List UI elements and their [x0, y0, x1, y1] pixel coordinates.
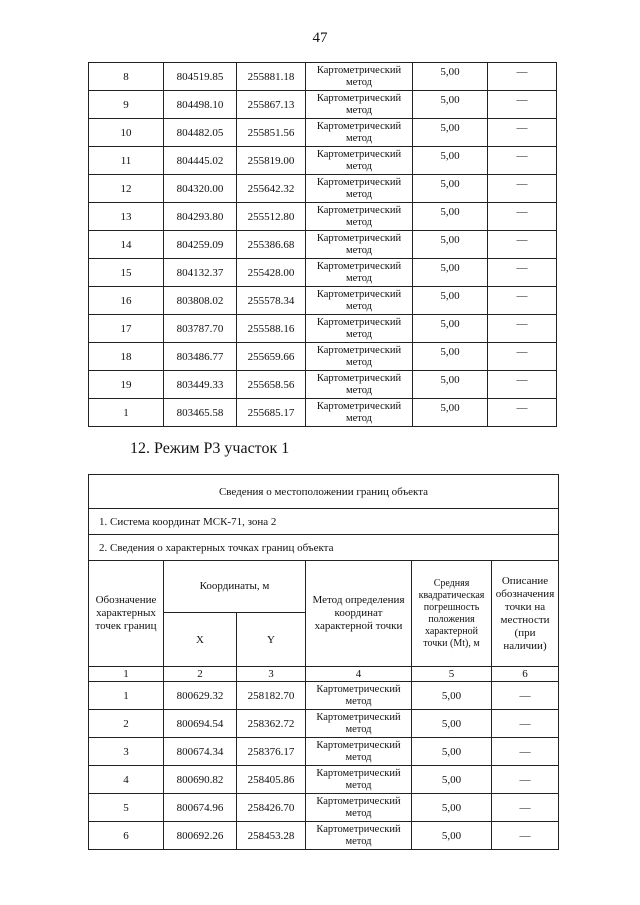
table-row: [89, 175, 557, 203]
coord-x: 803486.77: [164, 343, 237, 371]
coord-y: 255881.18: [237, 63, 306, 91]
method: Картометрический метод: [306, 147, 413, 175]
point-number: 13: [89, 203, 164, 231]
point-number: 5: [89, 794, 164, 822]
coord-y: 258405.86: [237, 766, 306, 794]
accuracy: 5,00: [413, 259, 488, 287]
description: —: [488, 259, 557, 287]
coord-x: 800694.54: [164, 710, 237, 738]
coord-x: 803787.70: [164, 315, 237, 343]
method: Картометрический метод: [306, 710, 412, 738]
point-number: 2: [89, 710, 164, 738]
method: Картометрический метод: [306, 119, 413, 147]
table-row: [89, 399, 557, 427]
boundary-info-table: [88, 474, 559, 850]
method: Картометрический метод: [306, 315, 413, 343]
coord-x: 803808.02: [164, 287, 237, 315]
table-row: [89, 315, 557, 343]
method: Картометрический метод: [306, 794, 412, 822]
coord-y: 258426.70: [237, 794, 306, 822]
table-row: [89, 63, 557, 91]
method: Картометрический метод: [306, 203, 413, 231]
header-y: Y: [237, 613, 306, 667]
description: —: [492, 822, 559, 850]
coord-y: 255428.00: [237, 259, 306, 287]
coord-y: 258362.72: [237, 710, 306, 738]
table-row: [89, 91, 557, 119]
description: —: [492, 738, 559, 766]
method: Картометрический метод: [306, 371, 413, 399]
column-number: 2: [164, 667, 237, 682]
page-number: 47: [312, 30, 328, 46]
point-number: 17: [89, 315, 164, 343]
coord-x: 804445.02: [164, 147, 237, 175]
coord-y: 258182.70: [237, 682, 306, 710]
points-heading: 2. Сведения о характерных точках границ объекта: [89, 535, 559, 561]
accuracy: 5,00: [412, 794, 492, 822]
coord-y: 255867.13: [237, 91, 306, 119]
point-number: 8: [89, 63, 164, 91]
header-designation: Обозначение характерных точек границ: [89, 561, 164, 667]
accuracy: 5,00: [413, 203, 488, 231]
point-number: 19: [89, 371, 164, 399]
description: —: [492, 794, 559, 822]
description: —: [488, 231, 557, 259]
table-row: [89, 371, 557, 399]
header-x: X: [164, 613, 237, 667]
point-number: 1: [89, 682, 164, 710]
coord-x: 800674.34: [164, 738, 237, 766]
coord-y: 258376.17: [237, 738, 306, 766]
boundary-points-table-continued: [88, 62, 557, 427]
accuracy: 5,00: [413, 399, 488, 427]
coord-x: 804320.00: [164, 175, 237, 203]
coord-y: 255588.16: [237, 315, 306, 343]
table-row: [89, 147, 557, 175]
accuracy: 5,00: [413, 343, 488, 371]
coord-y: 255819.00: [237, 147, 306, 175]
table-row: [89, 231, 557, 259]
method: Картометрический метод: [306, 259, 413, 287]
coord-y: 255659.66: [237, 343, 306, 371]
accuracy: 5,00: [413, 91, 488, 119]
coord-x: 804293.80: [164, 203, 237, 231]
accuracy: 5,00: [412, 738, 492, 766]
description: —: [488, 399, 557, 427]
table-row: [89, 203, 557, 231]
table-row: [89, 766, 559, 794]
point-number: 12: [89, 175, 164, 203]
accuracy: 5,00: [413, 371, 488, 399]
coord-x: 804132.37: [164, 259, 237, 287]
accuracy: 5,00: [412, 682, 492, 710]
accuracy: 5,00: [412, 710, 492, 738]
description: —: [492, 682, 559, 710]
description: —: [492, 766, 559, 794]
coord-y: 255658.56: [237, 371, 306, 399]
coord-x: 804498.10: [164, 91, 237, 119]
coord-y: 258453.28: [237, 822, 306, 850]
description: —: [488, 343, 557, 371]
column-number: 4: [306, 667, 412, 682]
coord-x: 804259.09: [164, 231, 237, 259]
description: —: [488, 175, 557, 203]
method: Картометрический метод: [306, 63, 413, 91]
method: Картометрический метод: [306, 343, 413, 371]
table-row: [89, 822, 559, 850]
table-row: [89, 343, 557, 371]
table-row: [89, 794, 559, 822]
coord-x: 803449.33: [164, 371, 237, 399]
coord-x: 800674.96: [164, 794, 237, 822]
point-number: 15: [89, 259, 164, 287]
coord-x: 803465.58: [164, 399, 237, 427]
description: —: [488, 287, 557, 315]
method: Картометрический метод: [306, 738, 412, 766]
coord-x: 800692.26: [164, 822, 237, 850]
accuracy: 5,00: [413, 63, 488, 91]
accuracy: 5,00: [413, 175, 488, 203]
column-number: 3: [237, 667, 306, 682]
method: Картометрический метод: [306, 822, 412, 850]
point-number: 11: [89, 147, 164, 175]
point-number: 14: [89, 231, 164, 259]
table-row: [89, 738, 559, 766]
coord-x: 804482.05: [164, 119, 237, 147]
description: —: [488, 315, 557, 343]
description: —: [488, 147, 557, 175]
accuracy: 5,00: [413, 119, 488, 147]
coord-x: 804519.85: [164, 63, 237, 91]
description: —: [488, 63, 557, 91]
table-row: [89, 710, 559, 738]
method: Картометрический метод: [306, 287, 413, 315]
column-number: 6: [492, 667, 559, 682]
column-number: 5: [412, 667, 492, 682]
description: —: [492, 710, 559, 738]
table-row: [89, 119, 557, 147]
header-accuracy: Средняя квадратическая погрешность положения характерной точки (Mt), м: [412, 561, 492, 667]
coordinate-system: 1. Система координат МСК-71, зона 2: [89, 509, 559, 535]
accuracy: 5,00: [413, 231, 488, 259]
point-number: 16: [89, 287, 164, 315]
method: Картометрический метод: [306, 766, 412, 794]
table-title: Сведения о местоположении границ объекта: [89, 475, 559, 509]
point-number: 1: [89, 399, 164, 427]
coord-y: 255685.17: [237, 399, 306, 427]
coord-y: 255386.68: [237, 231, 306, 259]
coord-x: 800629.32: [164, 682, 237, 710]
coord-y: 255578.34: [237, 287, 306, 315]
table-row: [89, 259, 557, 287]
header-method: Метод определения координат характерной точки: [306, 561, 412, 667]
method: Картометрический метод: [306, 399, 413, 427]
description: —: [488, 119, 557, 147]
coord-y: 255512.80: [237, 203, 306, 231]
point-number: 6: [89, 822, 164, 850]
table-row: [89, 682, 559, 710]
accuracy: 5,00: [413, 147, 488, 175]
point-number: 10: [89, 119, 164, 147]
coord-x: 800690.82: [164, 766, 237, 794]
point-number: 9: [89, 91, 164, 119]
method: Картометрический метод: [306, 231, 413, 259]
coord-y: 255642.32: [237, 175, 306, 203]
accuracy: 5,00: [412, 822, 492, 850]
point-number: 3: [89, 738, 164, 766]
accuracy: 5,00: [412, 766, 492, 794]
description: —: [488, 91, 557, 119]
header-coordinates: Координаты, м: [164, 561, 306, 613]
section-title: 12. Режим Р3 участок 1: [130, 440, 290, 457]
accuracy: 5,00: [413, 315, 488, 343]
point-number: 4: [89, 766, 164, 794]
method: Картометрический метод: [306, 175, 413, 203]
point-number: 18: [89, 343, 164, 371]
header-description: Описание обозначения точки на местности (при наличии): [492, 561, 559, 667]
column-number: 1: [89, 667, 164, 682]
method: Картометрический метод: [306, 682, 412, 710]
description: —: [488, 203, 557, 231]
method: Картометрический метод: [306, 91, 413, 119]
description: —: [488, 371, 557, 399]
coord-y: 255851.56: [237, 119, 306, 147]
table-row: [89, 287, 557, 315]
accuracy: 5,00: [413, 287, 488, 315]
